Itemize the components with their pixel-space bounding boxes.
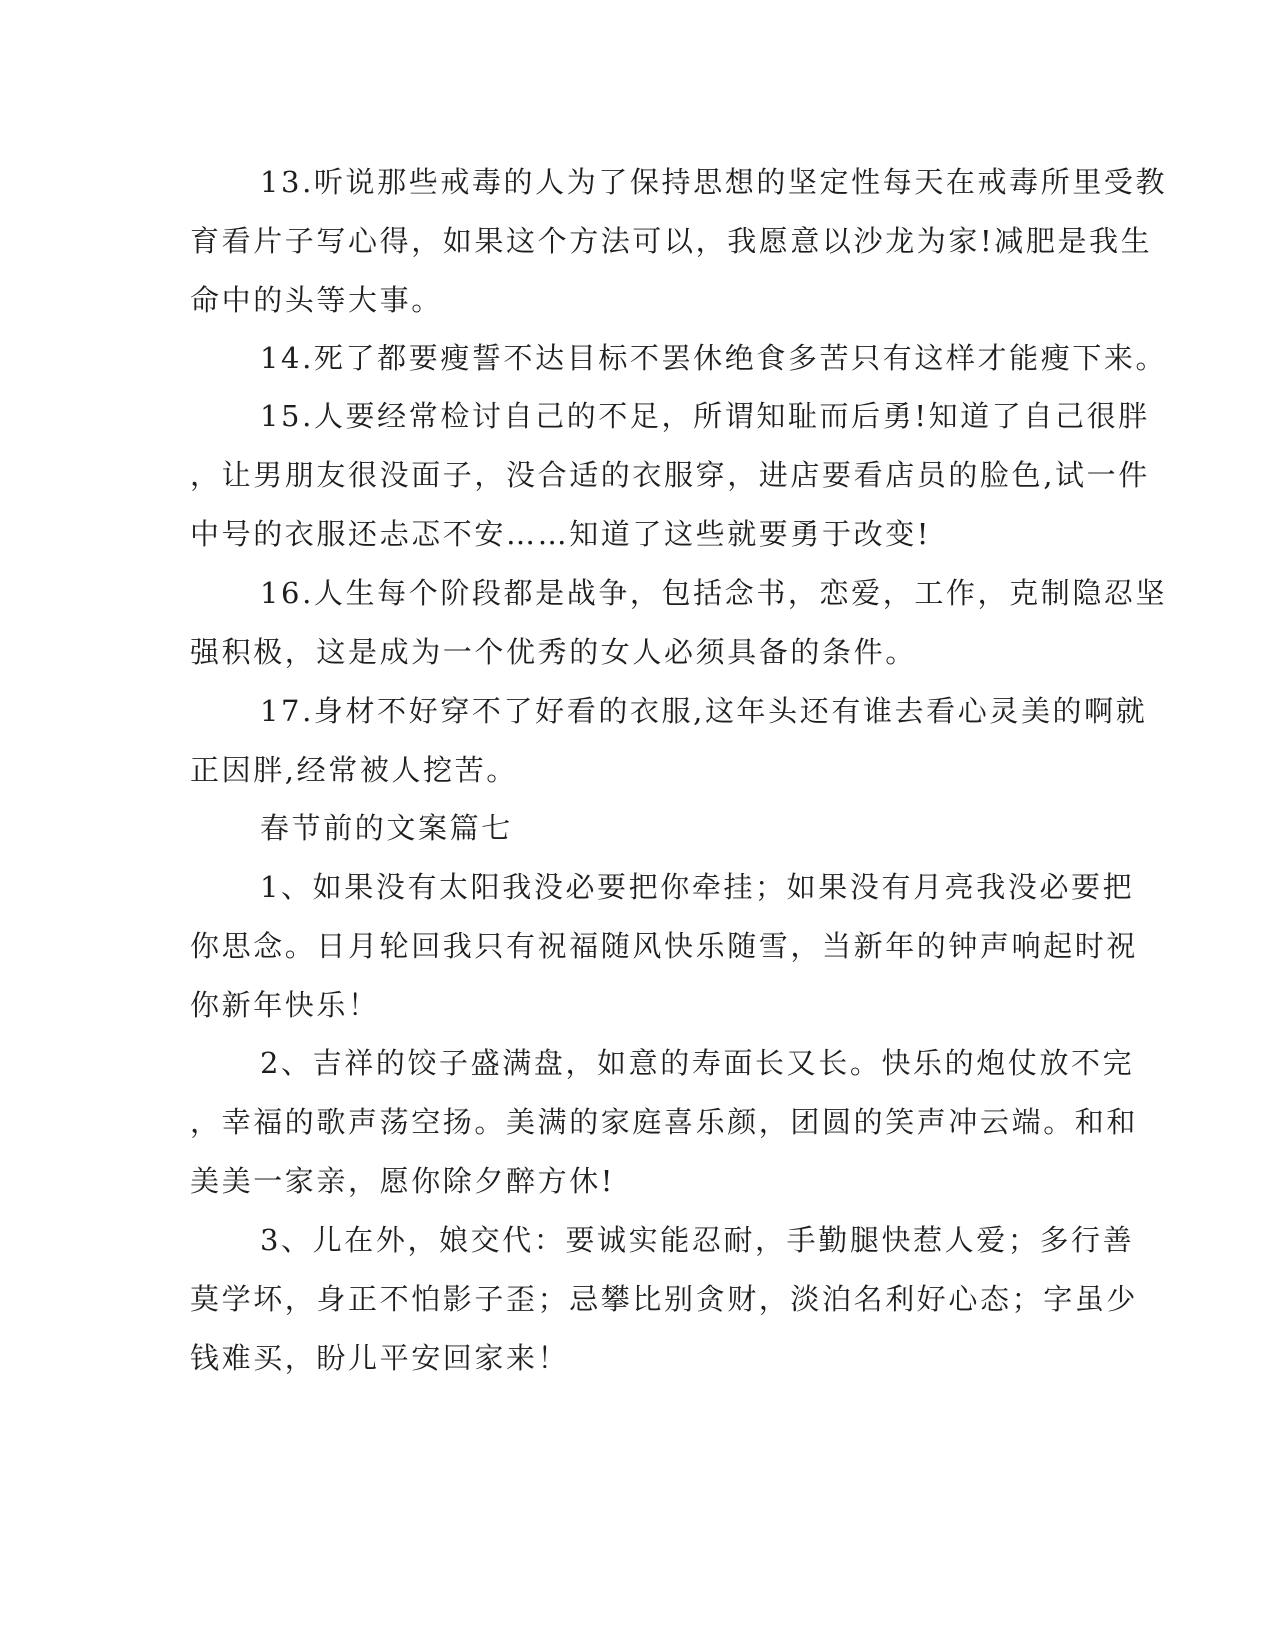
text-line: 钱难买，盼儿平安回家来！ [190, 1341, 570, 1375]
text-line: ，幸福的歌声荡空扬。美满的家庭喜乐颜，团圆的笑声冲云端。和和 [190, 1105, 1139, 1139]
text-line: 中号的衣服还忐忑不安……知道了这些就要勇于改变! [190, 517, 932, 551]
text-line: 正因胖,经常被人挖苦。 [190, 753, 518, 787]
text-line: 命中的头等大事。 [190, 283, 443, 317]
text-line: 育看片子写心得，如果这个方法可以，我愿意以沙龙为家!减肥是我生 [190, 224, 1153, 258]
section-heading: 春节前的文案篇七 [260, 811, 513, 845]
text-line: 你思念。日月轮回我只有祝福随风快乐随雪，当新年的钟声响起时祝 [190, 929, 1139, 963]
text-line: 13.听说那些戒毒的人为了保持思想的坚定性每天在戒毒所里受教 [260, 165, 1168, 199]
text-line: 强积极，这是成为一个优秀的女人必须具备的条件。 [190, 635, 917, 669]
text-line: 1、如果没有太阳我没必要把你牵挂；如果没有月亮我没必要把 [260, 870, 1135, 904]
text-line: 美美一家亲，愿你除夕醉方休! [190, 1164, 616, 1198]
text-line: 17.身材不好穿不了好看的衣服,这年头还有谁去看心灵美的啊就 [260, 694, 1148, 728]
text-line: 莫学坏，身正不怕影子歪；忌攀比别贪财，淡泊名利好心态；字虽少 [190, 1282, 1139, 1316]
text-line: 15.人要经常检讨自己的不足，所谓知耻而后勇!知道了自己很胖 [260, 399, 1150, 433]
text-line: 14.死了都要瘦誓不达目标不罢休绝食多苦只有这样才能瘦下来。 [260, 341, 1168, 375]
text-line: 2、吉祥的饺子盛满盘，如意的寿面长又长。快乐的炮仗放不完 [260, 1046, 1135, 1080]
text-line: ，让男朋友很没面子，没合适的衣服穿，进店要看店员的脸色,试一件 [190, 458, 1150, 492]
text-line: 你新年快乐！ [190, 988, 380, 1022]
text-line: 3、儿在外，娘交代：要诚实能忍耐，手勤腿快惹人爱；多行善 [260, 1223, 1135, 1257]
text-line: 16.人生每个阶段都是战争，包括念书，恋爱，工作，克制隐忍坚 [260, 576, 1168, 610]
